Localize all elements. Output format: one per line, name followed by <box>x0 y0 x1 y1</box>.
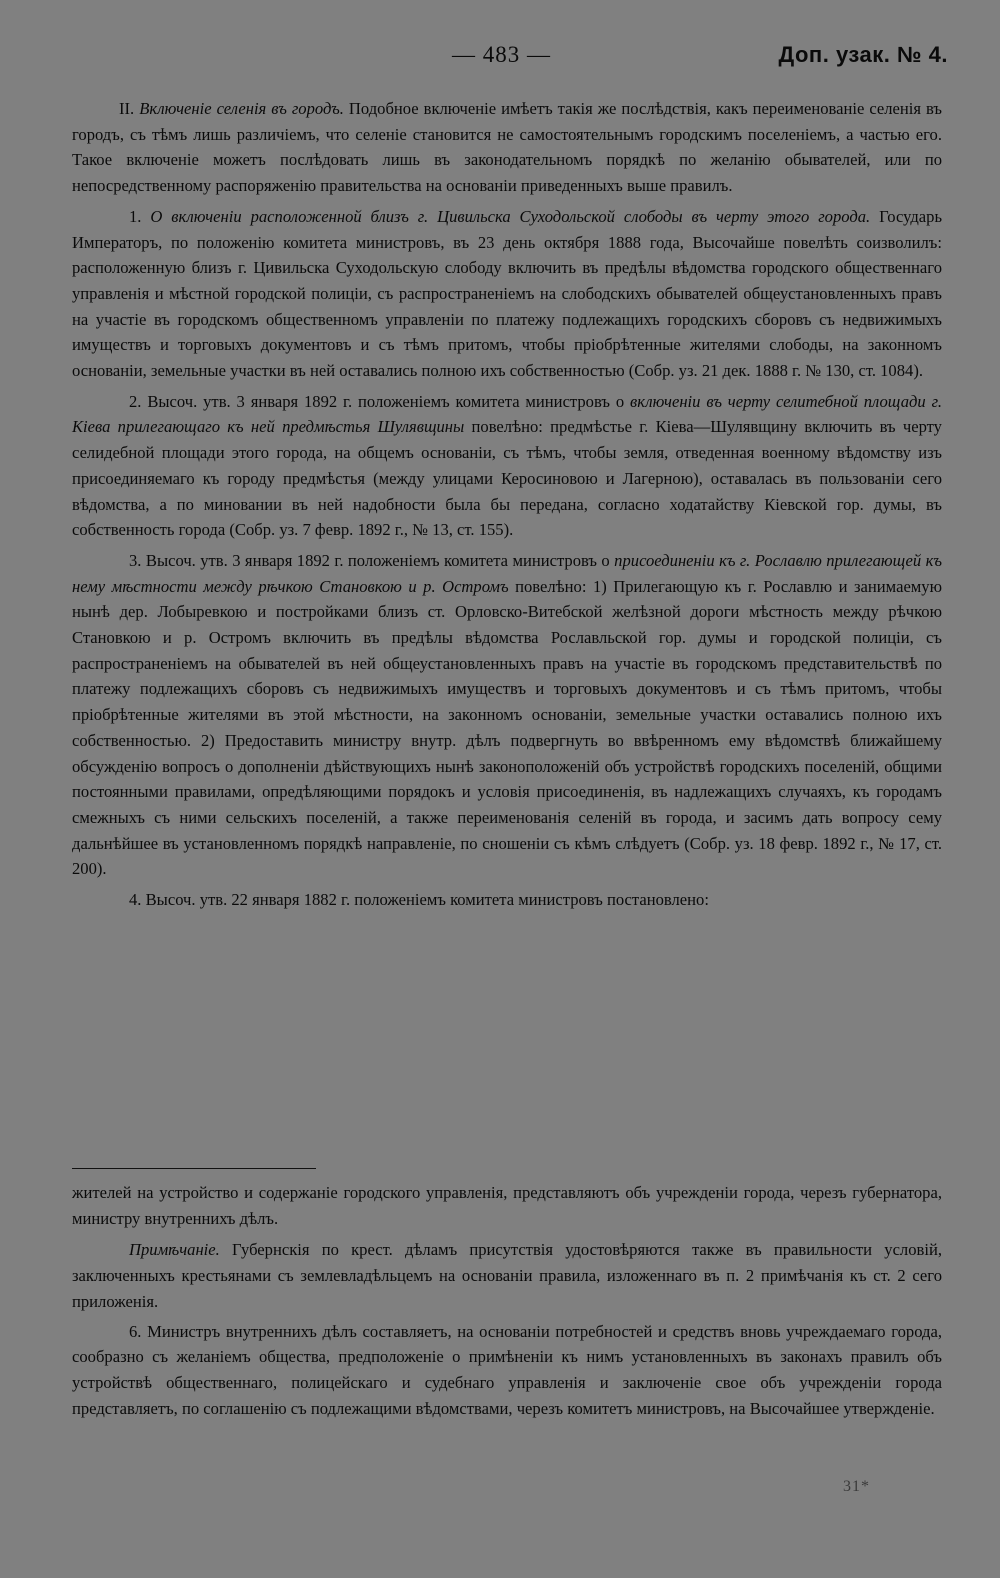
item-paragraph-3 <box>72 548 942 882</box>
item-paragraph-1 <box>72 204 942 384</box>
item-body: повелѣно: 1) Прилегающую къ г. Рославлю и занимаемую нынѣ дер. Лобыревкою и постройками близъ ст. Орловско-Витебской желѣзной дороги мѣстность между рѣчкою Становкою и р. Остромъ включить въ предѣлы вѣдомства Рославльской гор. думы и городской полиціи, съ распространеніемъ на обывателей въ ней общеустановленныхъ правъ на участіе въ городскомъ представительствѣ по платежу подлежащихъ сборовъ съ недвижимыхъ имуществъ и торговыхъ документовъ и съ тѣмъ притомъ, чтобы пріобрѣтенные жителями въ этой мѣстности, на законномъ основаніи, земельные участки оставались полною ихъ собственностью. 2) Предоставить министру внутр. дѣлъ подвергнуть во ввѣренномъ ему вѣдомствѣ ближайшему обсужденію вопросъ о дополненіи дѣйствующихъ нынѣ законоположеній объ устройствѣ городскихъ поселеній, общими постоянными правилами, опредѣляющими порядокъ и условія присоединенія, въ надлежащихъ случаяхъ, къ городамъ смежныхъ съ ними сельскихъ поселеній, а также переименованія селеній въ города, и засимъ дать вопросу сему дальнѣйшее въ установленномъ порядкѣ направленіе, по сношеніи съ кѣмъ слѣдуетъ (Собр. уз. 18 февр. 1892 г., № 17, ст. 200). <box>72 576 942 879</box>
item-paragraph-2 <box>72 389 942 543</box>
note-label: Примѣчаніе. <box>129 1240 220 1260</box>
item-number: 1. <box>129 206 142 226</box>
footnote-text <box>72 1180 942 1421</box>
item-intro: Высоч. утв. 3 января 1892 г. положеніемъ комитета министровъ о <box>145 550 610 570</box>
item-body: Министръ внутреннихъ дѣлъ составляетъ, на основаніи потребностей и средствъ вновь учреждаемаго города, сообразно съ желаніемъ общества, предположеніе о примѣненіи къ нимъ установленныхъ въ законахъ правилъ объ устройствѣ общественнаго, полицейскаго и судебнаго управленія и заключеніе свое объ учрежденіи города представляетъ, по соглашенію съ подлежащими вѣдомствами, черезъ комитетъ министровъ, на Высочайшее утвержденіе. <box>72 1321 942 1418</box>
page-number: — 483 — <box>452 42 551 67</box>
item-body: Высоч. утв. 22 января 1882 г. положеніемъ комитета министровъ постановлено: <box>145 890 709 910</box>
note-paragraph <box>72 1237 942 1314</box>
supplement-label: Доп. узак. № 4. <box>778 42 948 67</box>
item-number: 3. <box>129 550 142 570</box>
item-paragraph-6 <box>72 1319 942 1422</box>
item-number: 2. <box>129 391 142 411</box>
section-title: Включеніе селенія въ городъ. <box>139 99 344 118</box>
item-paragraph-4 <box>72 887 942 913</box>
section-body: Подобное включеніе имѣетъ такія же послѣдствія, какъ переименованіе селенія въ городъ, съ тѣмъ лишь различіемъ, что селеніе становится не самостоятельнымъ городскимъ поселеніемъ, а частью его. Такое включеніе можетъ послѣдовать лишь въ законодательномъ порядкѣ по желанію обывателей, или по непосредственному распоряженію правительства на основаніи приведенныхъ выше правилъ. <box>72 99 942 196</box>
item-title: включеніи въ черту селитебной площади г. Кіева прилегающаго къ ней предмѣстья Шулявщины <box>72 391 942 437</box>
footnote-continuation: жителей на устройство и содержаніе городского управленія, представляютъ объ учрежденіи города, черезъ губернатора, министру внутреннихъ дѣлъ. <box>72 1183 942 1228</box>
footnote-divider <box>72 1168 316 1169</box>
signature-mark: 31* <box>843 1478 870 1495</box>
item-body: Государь Императоръ, по положенію комитета министровъ, въ 23 день октября 1888 года, Высочайше повелѣть соизволилъ: расположенную близъ г. Цивильска Суходольскую слободу включить въ предѣлы вѣдомства городского общественнаго управленія и мѣстной городской полиціи, съ распространеніемъ на слободскихъ обывателей общеустановленныхъ правъ на участіе въ городскомъ общественномъ управленіи по платежу подлежащихъ городскихъ сборовъ съ недвижимыхъ имуществъ и торговыхъ документовъ и съ тѣмъ притомъ, чтобы пріобрѣтенные жителями слободы, на законномъ основаніи, земельные участки въ ней оставались полною ихъ собственностью (Собр. уз. 21 дек. 1888 г. № 130, ст. 1084). <box>72 206 943 381</box>
main-text <box>72 96 942 913</box>
note-body: Губернскія по крест. дѣламъ присутствія удостовѣряются также въ правильности условій, заключенныхъ крестьянами съ землевладѣльцемъ на основаніи правила, изложеннаго въ п. 2 примѣчанія къ ст. 2 сего приложенія. <box>72 1240 942 1311</box>
page-header <box>0 40 1000 80</box>
item-title: О включеніи расположенной близъ г. Цивильска Суходольской слободы въ черту этого города. <box>150 206 871 226</box>
item-body: повелѣно: предмѣстье г. Кіева—Шулявщину включить въ черту селидебной площади этого города, на общемъ основаніи, съ тѣмъ, чтобы земля, отведенная военному вѣдомству изъ присоединяемаго къ городу предмѣстья (между улицами Керосиновою и Лагерною), оставалась въ пользованіи сего вѣдомства, а по миновании въ ней надобности была бы передана, согласно ходатайству Кіевской гор. думы, въ собственность города (Собр. уз. 7 февр. 1892 г., № 13, ст. 155). <box>72 417 942 540</box>
section-paragraph <box>72 96 942 199</box>
item-intro: Высоч. утв. 3 января 1892 г. положеніемъ комитета министровъ о <box>147 391 625 411</box>
section-number: II. <box>119 99 135 118</box>
item-number: 6. <box>129 1321 142 1341</box>
item-title: присоединеніи къ г. Рославлю прилегающей къ нему мѣстности между рѣчкою Становкою и р. Остромъ <box>72 550 943 596</box>
item-number: 4. <box>129 890 142 910</box>
